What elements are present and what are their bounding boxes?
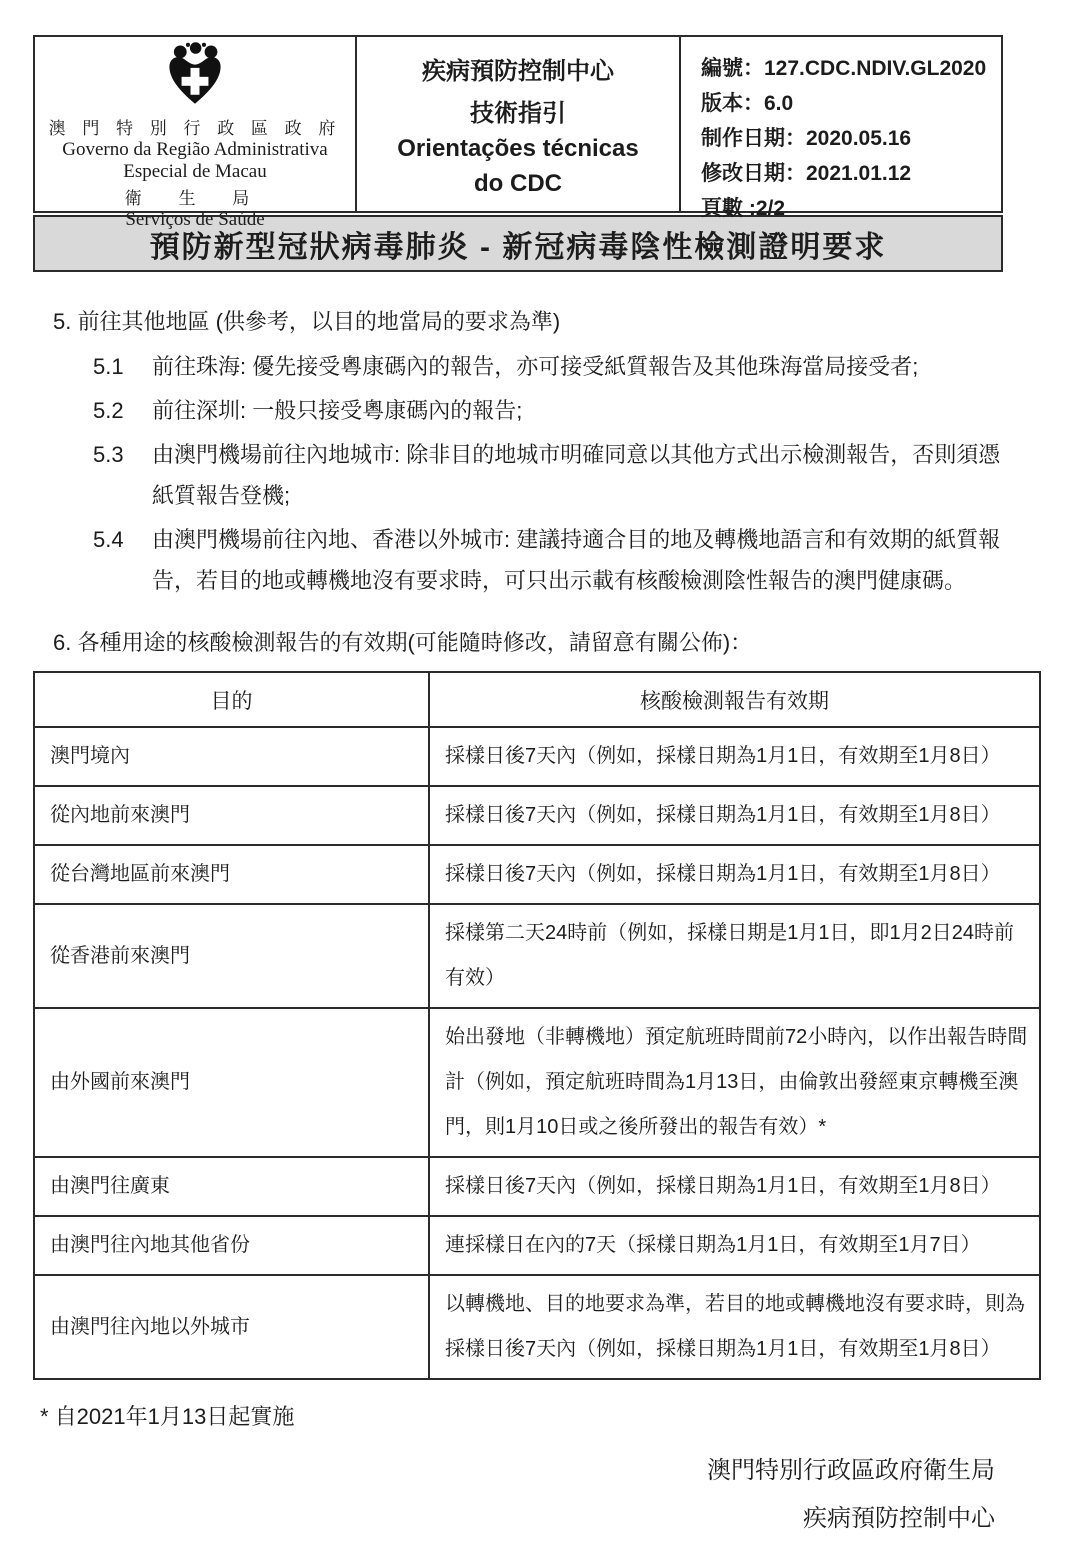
list-item	[0, 390, 1080, 431]
government-name-pt-line2: Especial de Macau	[123, 160, 267, 182]
validity-cell: 連採樣日在內的7天（採樣日期為1月1日，有效期至1月7日）	[429, 1216, 1040, 1275]
table-row	[34, 1275, 1040, 1379]
validity-cell: 以轉機地、目的地要求為準，若目的地或轉機地沒有要求時，則為採樣日後7天內（例如，採樣日期為1月1日，有效期至1月8日）	[429, 1275, 1040, 1379]
column-header-purpose: 目的	[34, 672, 429, 727]
validity-table	[33, 671, 1041, 1380]
section-6-number: 6.	[53, 630, 72, 655]
signature-block	[0, 1447, 995, 1543]
government-name-pt-line1: Governo da Região Administrativa	[62, 138, 328, 160]
doc-type-line-4: do CDC	[474, 169, 562, 197]
purpose-cell: 從香港前來澳門	[34, 904, 429, 1008]
table-row	[34, 904, 1040, 1008]
section-5-number: 5.	[53, 309, 72, 334]
item-text: 前往深圳: 一般只接受粵康碼內的報告;	[152, 398, 523, 423]
section-5-title: 前往其他地區 (供參考，以目的地當局的要求為準)	[77, 309, 561, 334]
doc-type-line-1: 疾病預防控制中心	[422, 57, 614, 85]
issuer-column	[35, 37, 357, 230]
table-row	[34, 1157, 1040, 1216]
validity-cell: 採樣日後7天內（例如，採樣日期為1月1日，有效期至1月8日）	[429, 786, 1040, 845]
list-item	[0, 519, 1080, 601]
purpose-cell: 由澳門往內地其他省份	[34, 1216, 429, 1275]
bureau-name-pt: Serviços de Saúde	[125, 208, 265, 230]
item-number: 5.2	[93, 398, 124, 423]
purpose-cell: 從內地前來澳門	[34, 786, 429, 845]
signature-line-1: 澳門特別行政區政府衛生局	[707, 1457, 995, 1484]
list-item	[0, 346, 1080, 387]
section-6-heading	[53, 627, 1080, 659]
document-title-bar: 預防新型冠狀病毒肺炎 - 新冠病毒陰性檢測證明要求	[33, 215, 1003, 272]
item-number: 5.4	[93, 527, 124, 552]
section-6-title: 各種用途的核酸檢測報告的有效期(可能隨時修改，請留意有關公佈)：	[77, 630, 753, 655]
table-header-row	[34, 672, 1040, 727]
bureau-name-cjk: 衛 生 局	[124, 188, 266, 208]
section-5-items	[0, 346, 1080, 601]
document-meta-column	[681, 37, 1001, 220]
table-row	[34, 786, 1040, 845]
item-text: 由澳門機場前往內地、香港以外城市: 建議持適合目的地及轉機地語言和有效期的紙質報告，若目的地或轉機地沒有要求時，可只出示載有核酸檢測陰性報告的澳門健康碼。	[152, 527, 1001, 593]
validity-cell: 採樣日後7天內（例如，採樣日期為1月1日，有效期至1月8日）	[429, 1157, 1040, 1216]
purpose-cell: 澳門境內	[34, 727, 429, 786]
item-text: 由澳門機場前往內地城市: 除非目的地城市明確同意以其他方式出示檢測報告，否則須憑紙質報告登機;	[152, 442, 1001, 508]
table-row	[34, 1008, 1040, 1157]
footnote: * 自2021年1月13日起實施	[40, 1404, 295, 1429]
purpose-cell: 由澳門往廣東	[34, 1157, 429, 1216]
document-header	[33, 35, 1003, 230]
validity-cell: 始出發地（非轉機地）預定航班時間前72小時內，以作出報告時間計（例如，預定航班時間為1月13日，由倫敦出發經東京轉機至澳門，則1月10日或之後所發出的報告有效）*	[429, 1008, 1040, 1157]
signature-line-2: 疾病預防控制中心	[803, 1505, 995, 1532]
meta-created-date: 制作日期：2020.05.16	[701, 127, 912, 150]
government-name-cjk: 澳 門 特 別 行 政 區 政 府	[48, 118, 342, 138]
purpose-cell: 由外國前來澳門	[34, 1008, 429, 1157]
list-item	[0, 434, 1080, 516]
meta-modified-date: 修改日期：2021.01.12	[701, 162, 912, 185]
item-text: 前往珠海: 優先接受粵康碼內的報告，亦可接受紙質報告及其他珠海當局接受者;	[152, 354, 919, 379]
purpose-cell: 由澳門往內地以外城市	[34, 1275, 429, 1379]
guideline-document-page	[0, 35, 1080, 1543]
meta-version: 版本：6.0	[701, 92, 794, 115]
validity-cell: 採樣日後7天內（例如，採樣日期為1月1日，有效期至1月8日）	[429, 845, 1040, 904]
column-header-validity: 核酸檢測報告有效期	[429, 672, 1040, 727]
meta-doc-number: 編號：127.CDC.NDIV.GL2020	[701, 57, 987, 80]
validity-cell: 採樣第二天24時前（例如，採樣日期是1月1日，即1月2日24時前有效）	[429, 904, 1040, 1008]
section-5-heading	[53, 306, 1080, 338]
validity-cell: 採樣日後7天內（例如，採樣日期為1月1日，有效期至1月8日）	[429, 727, 1040, 786]
table-row	[34, 727, 1040, 786]
document-type-column	[357, 37, 681, 211]
table-row	[34, 845, 1040, 904]
purpose-cell: 從台灣地區前來澳門	[34, 845, 429, 904]
item-number: 5.3	[93, 442, 124, 467]
doc-type-line-3: Orientações técnicas	[397, 134, 639, 162]
doc-type-line-2: 技術指引	[470, 99, 566, 127]
item-number: 5.1	[93, 354, 124, 379]
health-bureau-heart-cross-logo-icon	[163, 41, 227, 108]
meta-page-count: 頁數 :2/2	[701, 197, 786, 220]
table-row	[34, 1216, 1040, 1275]
